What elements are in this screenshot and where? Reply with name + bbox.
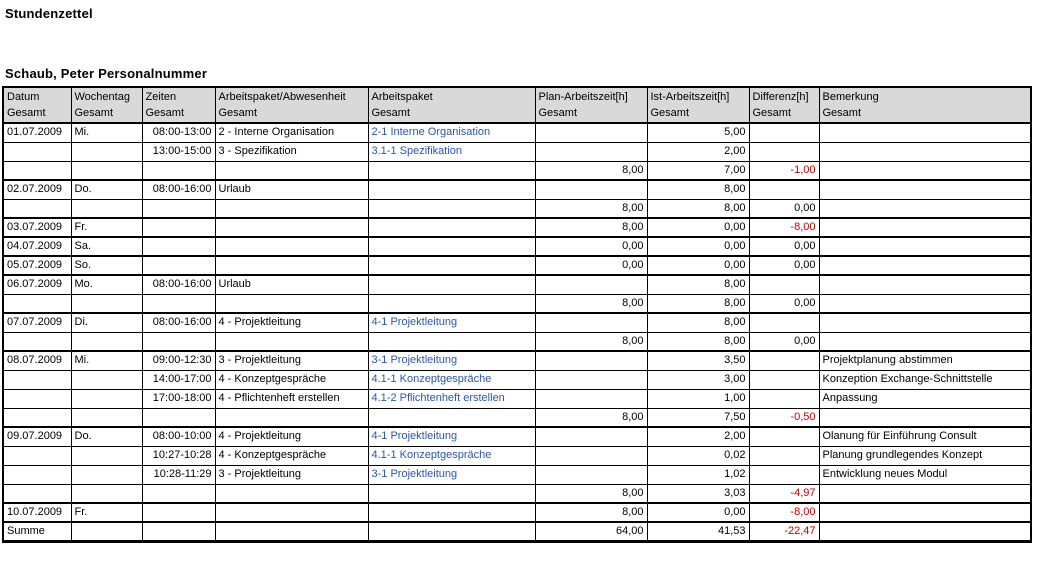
timesheet-table <box>2 86 1032 543</box>
cell-ap[interactable]: 4.1-1 Konzeptgespräche <box>368 446 535 465</box>
day-sum-row <box>3 408 1031 427</box>
cell-zeiten <box>142 484 215 503</box>
cell-plan: 0,00 <box>535 237 647 256</box>
table-row <box>3 370 1031 389</box>
day-sum-row <box>3 332 1031 351</box>
cell-diff <box>749 142 819 161</box>
cell-zeiten: 08:00-13:00 <box>142 123 215 142</box>
cell-datum: 06.07.2009 <box>3 275 71 294</box>
cell-datum: 05.07.2009 <box>3 256 71 275</box>
cell-ist: 0,02 <box>647 446 749 465</box>
page-title: Stundenzettel <box>5 6 93 21</box>
col-header-sublabel: Gesamt <box>371 107 411 119</box>
cell-ap-abw <box>215 237 368 256</box>
col-header-sublabel: Gesamt <box>74 107 114 119</box>
cell-datum <box>3 142 71 161</box>
cell-bemerkung: Projektplanung abstimmen <box>819 351 1031 370</box>
cell-plan: 8,00 <box>535 332 647 351</box>
col-header-label: Arbeitspaket/Abwesenheit <box>218 91 346 103</box>
cell-datum: 09.07.2009 <box>3 427 71 446</box>
day-sum-row <box>3 161 1031 180</box>
table-row <box>3 465 1031 484</box>
cell-ap[interactable]: 4.1-1 Konzeptgespräche <box>368 370 535 389</box>
cell-diff: 0,00 <box>749 332 819 351</box>
cell-wochentag: Sa. <box>71 237 142 256</box>
cell-ap-abw <box>215 199 368 218</box>
cell-wochentag: Do. <box>71 180 142 199</box>
cell-bemerkung <box>819 199 1031 218</box>
cell-datum <box>3 161 71 180</box>
cell-plan: 8,00 <box>535 218 647 237</box>
cell-ap-abw: 4 - Konzeptgespräche <box>215 446 368 465</box>
cell-plan: 8,00 <box>535 161 647 180</box>
cell-wochentag: Mi. <box>71 123 142 142</box>
cell-ap <box>368 332 535 351</box>
cell-bemerkung <box>819 313 1031 332</box>
cell-ap[interactable]: 4-1 Projektleitung <box>368 427 535 446</box>
cell-ap-abw: 4 - Projektleitung <box>215 427 368 446</box>
cell-ist: 41,53 <box>647 522 749 542</box>
day-sum-row <box>3 484 1031 503</box>
cell-ap-abw <box>215 218 368 237</box>
cell-plan: 8,00 <box>535 408 647 427</box>
day-sum-row <box>3 199 1031 218</box>
cell-zeiten: 14:00-17:00 <box>142 370 215 389</box>
col-header-wochentag <box>71 87 142 123</box>
cell-bemerkung <box>819 503 1031 522</box>
header-row <box>3 87 1031 123</box>
cell-zeiten <box>142 332 215 351</box>
cell-datum: Summe <box>3 522 71 542</box>
cell-ist: 2,00 <box>647 142 749 161</box>
cell-zeiten: 08:00-16:00 <box>142 180 215 199</box>
cell-diff: -4,97 <box>749 484 819 503</box>
cell-zeiten <box>142 199 215 218</box>
cell-wochentag <box>71 142 142 161</box>
cell-ap[interactable]: 4-1 Projektleitung <box>368 313 535 332</box>
col-header-sublabel: Gesamt <box>822 107 862 119</box>
cell-datum: 02.07.2009 <box>3 180 71 199</box>
table-row <box>3 142 1031 161</box>
cell-wochentag: Mo. <box>71 275 142 294</box>
cell-datum <box>3 294 71 313</box>
cell-ist: 8,00 <box>647 199 749 218</box>
table-row <box>3 180 1031 199</box>
table-row <box>3 275 1031 294</box>
cell-ap-abw: 3 - Projektleitung <box>215 465 368 484</box>
cell-bemerkung: Planung grundlegendes Konzept <box>819 446 1031 465</box>
cell-plan <box>535 180 647 199</box>
cell-datum <box>3 465 71 484</box>
cell-ist: 7,00 <box>647 161 749 180</box>
cell-datum <box>3 199 71 218</box>
col-header-label: Bemerkung <box>822 91 879 103</box>
cell-ap[interactable]: 4.1-2 Pflichtenheft erstellen <box>368 389 535 408</box>
col-header-sublabel: Gesamt <box>752 107 792 119</box>
cell-ap-abw: 4 - Pflichtenheft erstellen <box>215 389 368 408</box>
cell-plan <box>535 313 647 332</box>
cell-bemerkung <box>819 123 1031 142</box>
col-header-label: Plan-Arbeitszeit[h] <box>538 91 628 103</box>
cell-diff: -8,00 <box>749 503 819 522</box>
cell-zeiten <box>142 522 215 542</box>
cell-wochentag <box>71 370 142 389</box>
employee-name: Schaub, Peter Personalnummer <box>5 66 208 81</box>
cell-diff <box>749 446 819 465</box>
cell-wochentag <box>71 408 142 427</box>
cell-diff: 0,00 <box>749 256 819 275</box>
cell-ap <box>368 161 535 180</box>
cell-plan: 8,00 <box>535 199 647 218</box>
cell-plan: 8,00 <box>535 294 647 313</box>
cell-datum <box>3 389 71 408</box>
cell-datum: 07.07.2009 <box>3 313 71 332</box>
cell-wochentag <box>71 161 142 180</box>
cell-ap <box>368 484 535 503</box>
cell-ap <box>368 237 535 256</box>
col-header-label: Differenz[h] <box>752 91 809 103</box>
cell-diff <box>749 275 819 294</box>
cell-diff: 0,00 <box>749 199 819 218</box>
col-header-sublabel: Gesamt <box>650 107 690 119</box>
col-header-arbeitspaket <box>368 87 535 123</box>
cell-datum: 08.07.2009 <box>3 351 71 370</box>
cell-ap <box>368 503 535 522</box>
cell-ap-abw: Urlaub <box>215 275 368 294</box>
cell-ap[interactable]: 3-1 Projektleitung <box>368 465 535 484</box>
cell-ist: 5,00 <box>647 123 749 142</box>
col-header-sublabel: Gesamt <box>145 107 185 119</box>
cell-datum <box>3 484 71 503</box>
col-header-zeiten <box>142 87 215 123</box>
col-header-sublabel: Gesamt <box>538 107 578 119</box>
cell-ap[interactable]: 2-1 Interne Organisation <box>368 123 535 142</box>
cell-bemerkung: Entwicklung neues Modul <box>819 465 1031 484</box>
cell-diff: -1,00 <box>749 161 819 180</box>
cell-wochentag <box>71 389 142 408</box>
cell-bemerkung <box>819 408 1031 427</box>
cell-bemerkung <box>819 142 1031 161</box>
table-row <box>3 123 1031 142</box>
cell-wochentag: Fr. <box>71 218 142 237</box>
cell-plan: 0,00 <box>535 256 647 275</box>
cell-plan <box>535 465 647 484</box>
cell-ist: 8,00 <box>647 313 749 332</box>
cell-ist: 8,00 <box>647 332 749 351</box>
cell-plan: 8,00 <box>535 484 647 503</box>
cell-ap-abw <box>215 256 368 275</box>
cell-ap <box>368 294 535 313</box>
cell-ist: 0,00 <box>647 237 749 256</box>
cell-plan <box>535 370 647 389</box>
cell-zeiten <box>142 408 215 427</box>
cell-datum: 04.07.2009 <box>3 237 71 256</box>
cell-diff <box>749 465 819 484</box>
cell-ap[interactable]: 3-1 Projektleitung <box>368 351 535 370</box>
cell-ap-abw: 4 - Konzeptgespräche <box>215 370 368 389</box>
cell-ist: 0,00 <box>647 503 749 522</box>
cell-plan <box>535 446 647 465</box>
cell-ap-abw <box>215 522 368 542</box>
cell-diff: -22,47 <box>749 522 819 542</box>
cell-bemerkung <box>819 237 1031 256</box>
cell-bemerkung <box>819 332 1031 351</box>
cell-plan: 8,00 <box>535 503 647 522</box>
cell-wochentag <box>71 199 142 218</box>
cell-bemerkung <box>819 180 1031 199</box>
cell-zeiten: 08:00-16:00 <box>142 313 215 332</box>
cell-ist: 3,03 <box>647 484 749 503</box>
cell-plan <box>535 351 647 370</box>
table-row <box>3 503 1031 522</box>
cell-plan <box>535 427 647 446</box>
cell-diff: 0,00 <box>749 237 819 256</box>
col-header-sublabel: Gesamt <box>218 107 258 119</box>
cell-bemerkung: Anpassung <box>819 389 1031 408</box>
cell-ist: 8,00 <box>647 294 749 313</box>
cell-plan <box>535 275 647 294</box>
cell-zeiten: 13:00-15:00 <box>142 142 215 161</box>
cell-ap-abw: 3 - Projektleitung <box>215 351 368 370</box>
cell-ist: 7,50 <box>647 408 749 427</box>
cell-wochentag: So. <box>71 256 142 275</box>
cell-ap <box>368 408 535 427</box>
cell-diff: -0,50 <box>749 408 819 427</box>
cell-wochentag: Do. <box>71 427 142 446</box>
cell-ist: 1,02 <box>647 465 749 484</box>
cell-wochentag <box>71 294 142 313</box>
cell-wochentag <box>71 465 142 484</box>
cell-zeiten: 08:00-16:00 <box>142 275 215 294</box>
cell-datum <box>3 408 71 427</box>
cell-ap-abw: 4 - Projektleitung <box>215 313 368 332</box>
cell-diff <box>749 389 819 408</box>
table-row <box>3 256 1031 275</box>
cell-bemerkung: Olanung für Einführung Consult <box>819 427 1031 446</box>
col-header-label: Ist-Arbeitszeit[h] <box>650 91 730 103</box>
cell-zeiten: 09:00-12:30 <box>142 351 215 370</box>
cell-bemerkung <box>819 522 1031 542</box>
table-row <box>3 427 1031 446</box>
day-sum-row <box>3 294 1031 313</box>
cell-zeiten <box>142 503 215 522</box>
cell-datum <box>3 446 71 465</box>
col-header-label: Arbeitspaket <box>371 91 433 103</box>
cell-ap <box>368 218 535 237</box>
cell-ap-abw <box>215 408 368 427</box>
cell-diff <box>749 370 819 389</box>
col-header-sublabel: Gesamt <box>7 107 46 119</box>
cell-zeiten <box>142 161 215 180</box>
col-header-ist-arbeitszeit <box>647 87 749 123</box>
cell-diff: 0,00 <box>749 294 819 313</box>
cell-diff <box>749 351 819 370</box>
cell-ist: 8,00 <box>647 275 749 294</box>
cell-wochentag: Fr. <box>71 503 142 522</box>
col-header-datum <box>3 87 71 123</box>
cell-bemerkung: Konzeption Exchange-Schnittstelle <box>819 370 1031 389</box>
cell-ist: 0,00 <box>647 218 749 237</box>
table-row <box>3 237 1031 256</box>
col-header-label: Datum <box>7 91 40 103</box>
cell-ap-abw <box>215 161 368 180</box>
cell-bemerkung <box>819 256 1031 275</box>
table-row <box>3 218 1031 237</box>
cell-wochentag <box>71 446 142 465</box>
cell-diff: -8,00 <box>749 218 819 237</box>
cell-zeiten <box>142 294 215 313</box>
cell-ap-abw: 3 - Spezifikation <box>215 142 368 161</box>
cell-ap <box>368 275 535 294</box>
cell-plan <box>535 123 647 142</box>
cell-ist: 1,00 <box>647 389 749 408</box>
cell-plan <box>535 142 647 161</box>
cell-ap-abw <box>215 484 368 503</box>
cell-ap-abw <box>215 503 368 522</box>
cell-plan: 64,00 <box>535 522 647 542</box>
cell-bemerkung <box>819 275 1031 294</box>
cell-datum <box>3 332 71 351</box>
cell-datum: 10.07.2009 <box>3 503 71 522</box>
col-header-label: Zeiten <box>145 91 177 103</box>
cell-ap-abw <box>215 332 368 351</box>
cell-zeiten <box>142 256 215 275</box>
cell-ap-abw: 2 - Interne Organisation <box>215 123 368 142</box>
cell-wochentag <box>71 332 142 351</box>
cell-ist: 3,50 <box>647 351 749 370</box>
cell-zeiten <box>142 237 215 256</box>
cell-bemerkung <box>819 294 1031 313</box>
cell-wochentag: Mi. <box>71 351 142 370</box>
cell-ist: 2,00 <box>647 427 749 446</box>
cell-ap <box>368 199 535 218</box>
col-header-differenz <box>749 87 819 123</box>
cell-bemerkung <box>819 218 1031 237</box>
col-header-plan-arbeitszeit <box>535 87 647 123</box>
col-header-label: Wochentag <box>74 91 130 103</box>
cell-diff <box>749 427 819 446</box>
cell-ap <box>368 522 535 542</box>
cell-wochentag: Di. <box>71 313 142 332</box>
cell-ap <box>368 256 535 275</box>
table-row <box>3 351 1031 370</box>
col-header-bemerkung <box>819 87 1031 123</box>
cell-ap[interactable]: 3.1-1 Spezifikation <box>368 142 535 161</box>
cell-zeiten: 10:28-11:29 <box>142 465 215 484</box>
cell-datum: 03.07.2009 <box>3 218 71 237</box>
table-row <box>3 389 1031 408</box>
cell-ist: 0,00 <box>647 256 749 275</box>
cell-datum: 01.07.2009 <box>3 123 71 142</box>
cell-diff <box>749 180 819 199</box>
cell-ist: 3,00 <box>647 370 749 389</box>
cell-zeiten: 17:00-18:00 <box>142 389 215 408</box>
cell-plan <box>535 389 647 408</box>
cell-datum <box>3 370 71 389</box>
cell-ap <box>368 180 535 199</box>
cell-diff <box>749 313 819 332</box>
cell-ap-abw: Urlaub <box>215 180 368 199</box>
cell-bemerkung <box>819 161 1031 180</box>
cell-zeiten: 10:27-10:28 <box>142 446 215 465</box>
cell-wochentag <box>71 522 142 542</box>
table-body <box>3 123 1031 542</box>
table-row <box>3 313 1031 332</box>
col-header-arbeitspaket-abwesenheit <box>215 87 368 123</box>
cell-wochentag <box>71 484 142 503</box>
cell-ist: 8,00 <box>647 180 749 199</box>
cell-zeiten: 08:00-10:00 <box>142 427 215 446</box>
cell-bemerkung <box>819 484 1031 503</box>
cell-diff <box>749 123 819 142</box>
total-row <box>3 522 1031 542</box>
cell-ap-abw <box>215 294 368 313</box>
table-row <box>3 446 1031 465</box>
cell-zeiten <box>142 218 215 237</box>
